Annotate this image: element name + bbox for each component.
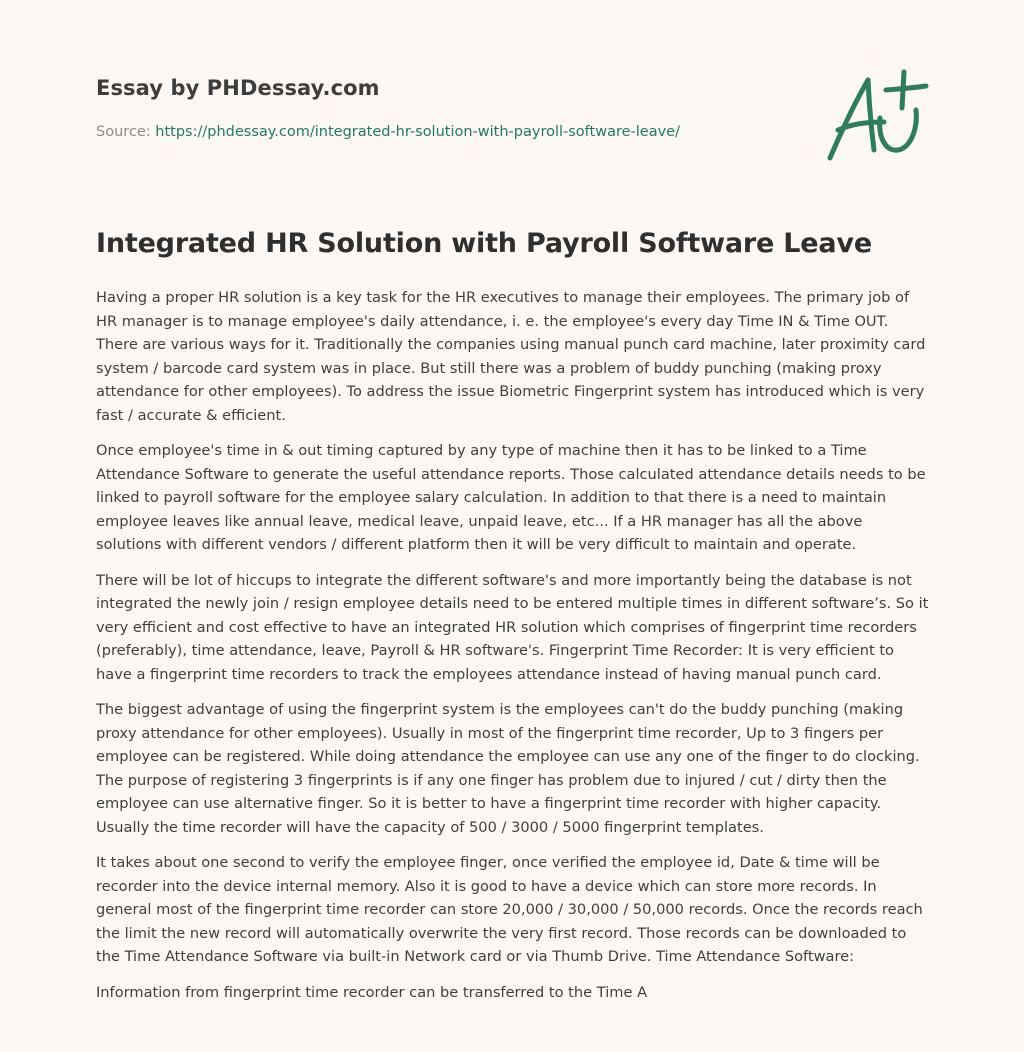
essay-paragraph: It takes about one second to verify the employee finger, once verified the employee id, Date & time will be recorder into the device internal memory. Also it is good to have a device which can store more records. In general most of the fingerprint time recorder can store 20,000 / 30,000 / 50,000 records. Once the records reach the limit the new record will automatically overwrite the very first record. Those records can be downloaded to the Time Attendance Software via built-in Network card or via Thumb Drive. Time Attendance Software: [96, 854, 923, 965]
essay-paragraph: Information from fingerprint time recorder can be transferred to the Time A [96, 983, 648, 1001]
essay-title: Integrated HR Solution with Payroll Software Leave [96, 228, 872, 259]
a-plus-logo-icon [822, 68, 932, 168]
source-label: Source: [96, 124, 156, 140]
source-link[interactable]: https://phdessay.com/integrated-hr-solution-with-payroll-software-leave/ [155, 124, 680, 140]
essay-body [96, 286, 932, 1016]
essay-paragraph: Once employee's time in & out timing captured by any type of machine then it has to be linked to a Time Attendance Software to generate the useful attendance reports. Those calculated attendance details needs to be linked to payroll software for the employee salary calculation. In addition to that there is a need to maintain employee leaves like annual leave, medical leave, unpaid leave, etc... If a HR manager has all the above solutions with different vendors / different platform then it will be very difficult to maintain and operate. [96, 442, 926, 553]
essay-paragraph: There will be lot of hiccups to integrate the different software's and more importantly being the database is not integrated the newly join / resign employee details need to be entered multiple times in different software’s. So it very efficient and cost effective to have an integrated HR solution which comprises of fingerprint time recorders (preferably), time attendance, leave, Payroll & HR software's. Fingerprint Time Recorder: It is very efficient to have a fingerprint time recorders to track the employees attendance instead of having manual punch card. [96, 571, 929, 683]
source-line [96, 124, 680, 140]
essay-paragraph: Having a proper HR solution is a key task for the HR executives to manage their employees. The primary job of HR manager is to manage employee's daily attendance, i. e. the employee's every day Time IN & Time OUT. There are various ways for it. Traditionally the companies using manual punch card machine, later proximity card system / barcode card system was in place. But still there was a problem of buddy punching (making proxy attendance for other employees). To address the issue Biometric Fingerprint system has introduced which is very fast / accurate & efficient. [96, 289, 926, 424]
site-brand: Essay by PHDessay.com [96, 76, 380, 100]
essay-paragraph: The biggest advantage of using the fingerprint system is the employees can't do the buddy punching (making proxy attendance for other employees). Usually in most of the fingerprint time recorder, Up to 3 fingers per employee can be registered. While doing attendance the employee can use any one of the finger to do clocking. The purpose of registering 3 fingerprints is if any one finger has problem due to injured / cut / dirty then the employee can use alternative finger. So it is better to have a fingerprint time recorder with higher capacity. Usually the time recorder will have the capacity of 500 / 3000 / 5000 fingerprint templates. [96, 701, 920, 836]
